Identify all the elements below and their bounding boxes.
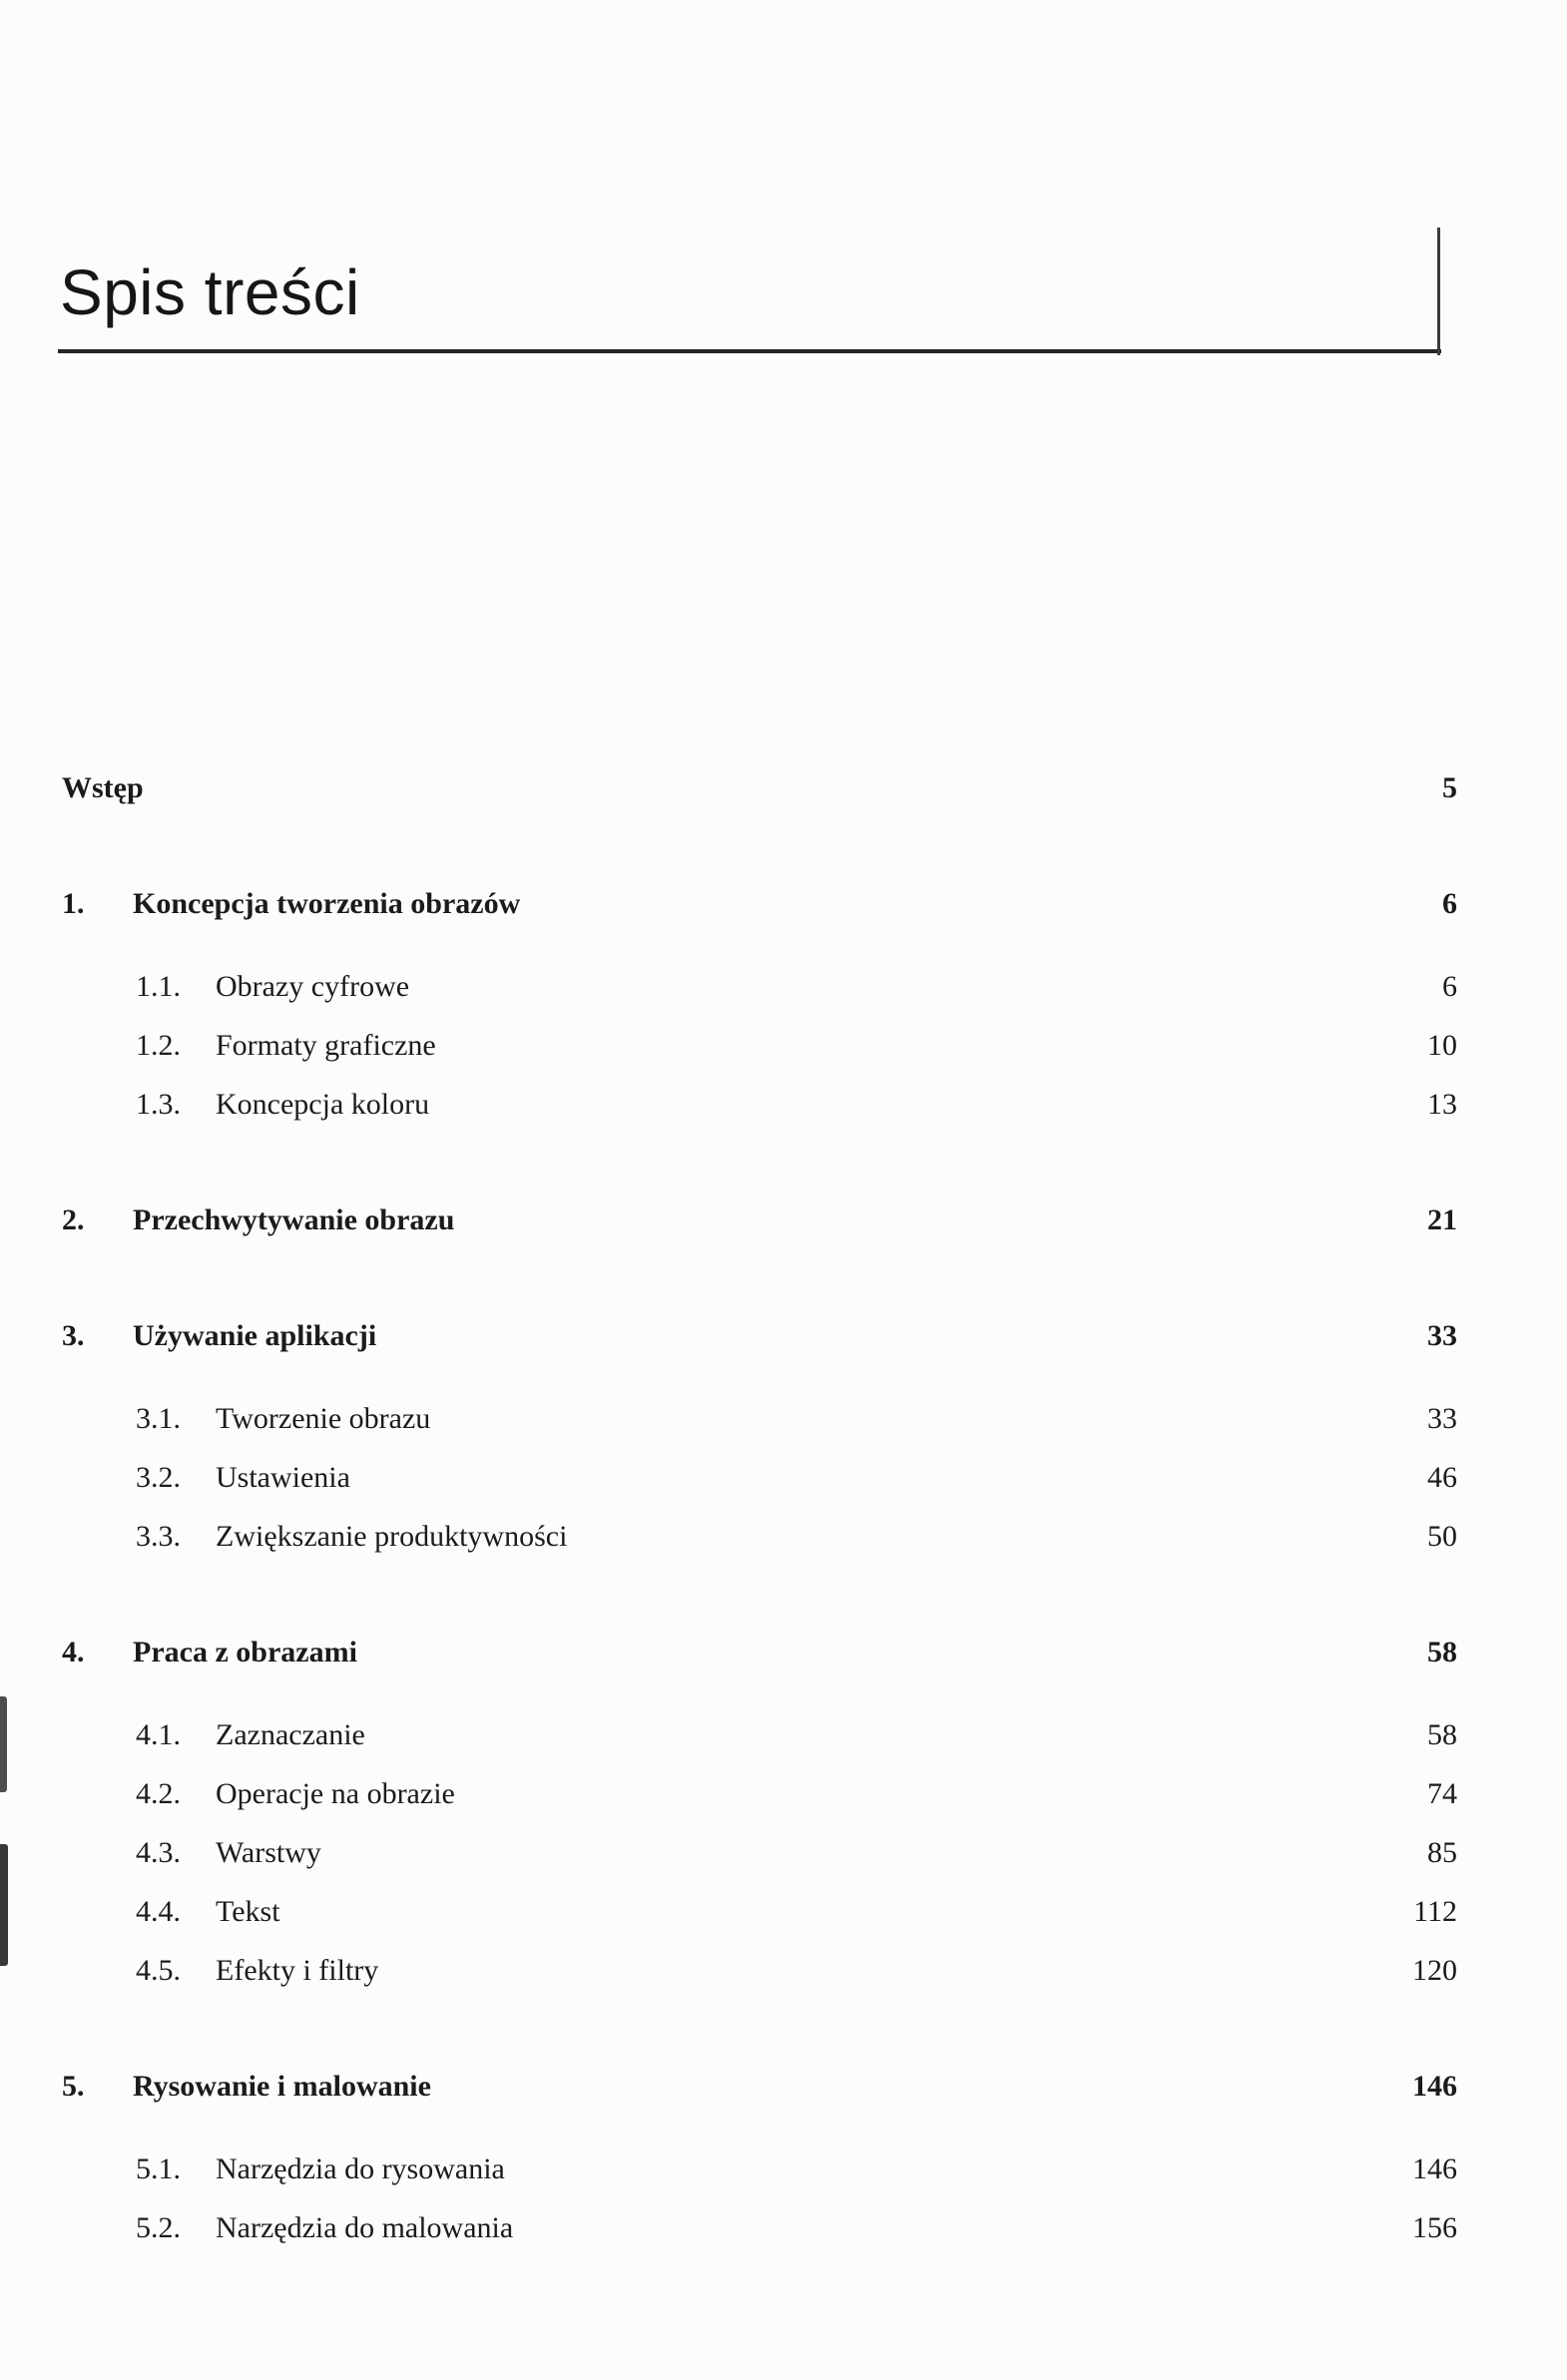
scan-artifact xyxy=(0,1844,8,1966)
toc-entry-label: Zwiększanie produktywności xyxy=(216,1520,568,1553)
toc-entry-page-number: 112 xyxy=(1413,1895,1457,1928)
toc-entry-page-number: 5 xyxy=(1442,771,1457,804)
toc-entry-label: Zaznaczanie xyxy=(216,1718,365,1751)
toc-row xyxy=(62,2140,1457,2198)
toc-entry-label: Używanie aplikacji xyxy=(133,1319,377,1352)
toc-entry-number: 1.3. xyxy=(136,1088,181,1121)
toc-entry-page-number: 58 xyxy=(1427,1718,1457,1751)
toc-entry-label: Formaty graficzne xyxy=(216,1029,436,1062)
toc-row xyxy=(62,1306,1457,1365)
toc-entry-label: Praca z obrazami xyxy=(133,1636,357,1668)
page-edge-line xyxy=(1437,228,1440,355)
toc-entry-label: Koncepcja koloru xyxy=(216,1088,430,1121)
dot-leader xyxy=(528,883,1395,913)
toc-row xyxy=(62,1507,1457,1566)
toc-entry-page-number: 10 xyxy=(1427,1029,1457,1062)
toc-entry-number: 5.2. xyxy=(136,2211,181,2244)
toc-entry-label: Tworzenie obrazu xyxy=(216,1402,431,1435)
dot-leader xyxy=(417,966,1395,996)
toc-entry-number: 3.2. xyxy=(136,1461,181,1494)
toc-entry-label: Wstęp xyxy=(62,771,144,804)
toc-entry-number: 4. xyxy=(62,1636,85,1668)
toc-row xyxy=(62,2198,1457,2257)
dot-leader xyxy=(288,1891,1395,1921)
dot-leader xyxy=(386,1950,1395,1980)
dot-leader xyxy=(329,1832,1395,1862)
toc-entry-page-number: 6 xyxy=(1442,887,1457,920)
title-underline xyxy=(58,349,1441,353)
toc-row xyxy=(62,1764,1457,1823)
toc-entry-label: Tekst xyxy=(216,1895,280,1928)
toc-entry-number: 4.4. xyxy=(136,1895,181,1928)
toc-entry-number: 4.5. xyxy=(136,1954,181,1987)
toc-entry-page-number: 120 xyxy=(1412,1954,1457,1987)
toc-entry-number: 3.3. xyxy=(136,1520,181,1553)
toc-entry-label: Operacje na obrazie xyxy=(216,1777,455,1810)
toc-entry-page-number: 156 xyxy=(1412,2211,1457,2244)
table-of-contents xyxy=(62,758,1457,2257)
dot-leader xyxy=(575,1516,1395,1546)
toc-entry-number: 3. xyxy=(62,1319,85,1352)
dot-leader xyxy=(152,767,1395,797)
toc-row xyxy=(62,1190,1457,1249)
toc-entry-label: Przechwytywanie obrazu xyxy=(133,1203,455,1236)
toc-entry-label: Ustawienia xyxy=(216,1461,350,1494)
toc-entry-page-number: 46 xyxy=(1427,1461,1457,1494)
toc-entry-page-number: 6 xyxy=(1442,970,1457,1003)
toc-row xyxy=(62,1882,1457,1941)
toc-row xyxy=(62,1075,1457,1134)
toc-entry-label: Obrazy cyfrowe xyxy=(216,970,410,1003)
toc-entry-number: 1. xyxy=(62,887,85,920)
toc-row xyxy=(62,957,1457,1016)
toc-entry-page-number: 33 xyxy=(1427,1319,1457,1352)
toc-entry-page-number: 50 xyxy=(1427,1520,1457,1553)
toc-entry-page-number: 85 xyxy=(1427,1836,1457,1869)
dot-leader xyxy=(439,2066,1395,2096)
toc-entry-number: 1.2. xyxy=(136,1029,181,1062)
dot-leader xyxy=(437,1084,1395,1114)
dot-leader xyxy=(358,1457,1395,1487)
toc-entry-label: Rysowanie i malowanie xyxy=(133,2070,431,2103)
dot-leader xyxy=(438,1398,1395,1428)
dot-leader xyxy=(373,1714,1395,1744)
toc-row xyxy=(62,1705,1457,1764)
dot-leader xyxy=(463,1773,1395,1803)
toc-entry-page-number: 58 xyxy=(1427,1636,1457,1668)
toc-row xyxy=(62,1941,1457,2000)
toc-row xyxy=(62,1016,1457,1075)
toc-entry-label: Narzędzia do malowania xyxy=(216,2211,514,2244)
scan-artifact xyxy=(0,1696,7,1792)
toc-row xyxy=(62,1823,1457,1882)
toc-entry-label: Narzędzia do rysowania xyxy=(216,2152,505,2185)
toc-entry-number: 2. xyxy=(62,1203,85,1236)
toc-row xyxy=(62,1448,1457,1507)
toc-entry-number: 4.2. xyxy=(136,1777,181,1810)
page-title: Spis treści xyxy=(60,256,360,328)
toc-entry-label: Warstwy xyxy=(216,1836,321,1869)
toc-entry-page-number: 74 xyxy=(1427,1777,1457,1810)
toc-entry-page-number: 33 xyxy=(1427,1402,1457,1435)
toc-row xyxy=(62,1623,1457,1681)
toc-row xyxy=(62,1389,1457,1448)
toc-entry-page-number: 146 xyxy=(1412,2152,1457,2185)
dot-leader xyxy=(513,2148,1395,2178)
toc-entry-page-number: 146 xyxy=(1412,2070,1457,2103)
dot-leader xyxy=(365,1632,1395,1662)
toc-entry-number: 1.1. xyxy=(136,970,181,1003)
toc-entry-number: 4.3. xyxy=(136,1836,181,1869)
toc-row xyxy=(62,874,1457,933)
toc-entry-number: 3.1. xyxy=(136,1402,181,1435)
toc-entry-page-number: 13 xyxy=(1427,1088,1457,1121)
dot-leader xyxy=(462,1199,1395,1229)
toc-entry-page-number: 21 xyxy=(1427,1203,1457,1236)
toc-entry-label: Koncepcja tworzenia obrazów xyxy=(133,887,521,920)
toc-entry-number: 4.1. xyxy=(136,1718,181,1751)
dot-leader xyxy=(444,1025,1395,1055)
toc-entry-number: 5.1. xyxy=(136,2152,181,2185)
toc-entry-number: 5. xyxy=(62,2070,85,2103)
toc-row xyxy=(62,758,1457,817)
toc-entry-label: Efekty i filtry xyxy=(216,1954,379,1987)
dot-leader xyxy=(521,2207,1395,2237)
dot-leader xyxy=(384,1315,1395,1345)
toc-row xyxy=(62,2057,1457,2116)
